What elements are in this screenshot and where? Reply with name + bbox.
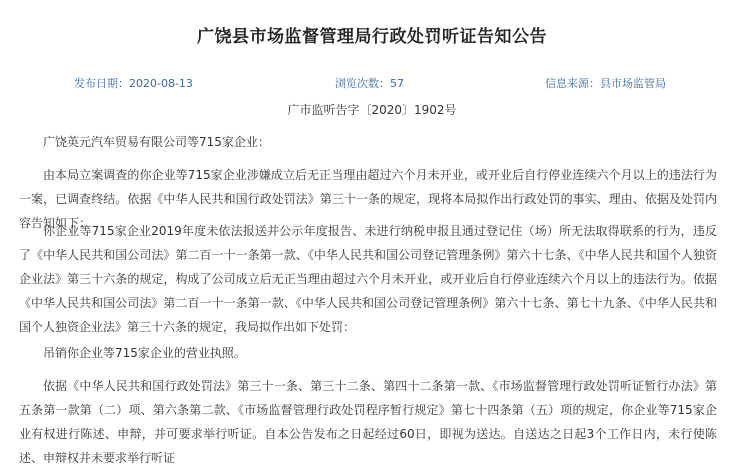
violation-facts-paragraph: 你企业等715家企业2019年度未依法报送并公示年度报告、未进行纳税申报且通过登记住（场）所无法取得联系的行为，违反了《中华人民共和国公司法》第二百一十一条第一款、《中华人民共和国公司登记管理条例》第六十七条、《中华人民共和国个人独资企业法》第三十六条的规定，构成了公司成立后无正当理由超过六个月未开业，或开业后自行停业连续六个月以上的违法行为。依据《中华人民共和国公司法》第二百一十一条第一款、《中华人民共和国公司登记管理条例》第六十七条、第七十九条、《中华人民共和国个人独资企业法》第三十六条的规定，我局拟作出如下处罚：	[19, 224, 717, 334]
info-source: 信息来源：县市场监管局	[545, 77, 666, 90]
publish-date: 发布日期：2020-08-13	[74, 77, 193, 90]
investigation-paragraph: 由本局立案调查的你企业等715家企业涉嫌成立后无正当理由超过六个月未开业，或开业后自行停业连续六个月以上的违法行为一案，已调查终结。依据《中华人民共和国行政处罚法》第三十一条的规定，现将本局拟作出行政处罚的事实、理由、依据及处罚内容告知如下：	[19, 168, 717, 230]
penalty-paragraph: 吊销你企业等715家企业的营业执照。	[43, 346, 246, 360]
addressee-paragraph: 广饶英元汽车贸易有限公司等715家企业：	[43, 135, 270, 149]
rights-notice-paragraph: 依据《中华人民共和国行政处罚法》第三十一条、第三十二条、第四十二条第一款、《市场监督管理行政处罚听证暂行办法》第五条第一款第（二）项、第六条第二款、《市场监督管理行政处罚程序暂行规定》第七十四条第（五）项的规定，你企业等715家企业有权进行陈述、申辩，并可要求举行听证。自本公告发布之日起经过60日，即视为送达。自送达之日起3个工作日内，未行使陈述、申辩权并未要求举行听证	[19, 379, 717, 465]
document-number: 广市监听告字〔2020〕1902号	[287, 103, 457, 117]
view-count: 浏览次数：57	[335, 77, 404, 90]
announcement-title: 广饶县市场监督管理局行政处罚听证告知公告	[197, 27, 547, 47]
